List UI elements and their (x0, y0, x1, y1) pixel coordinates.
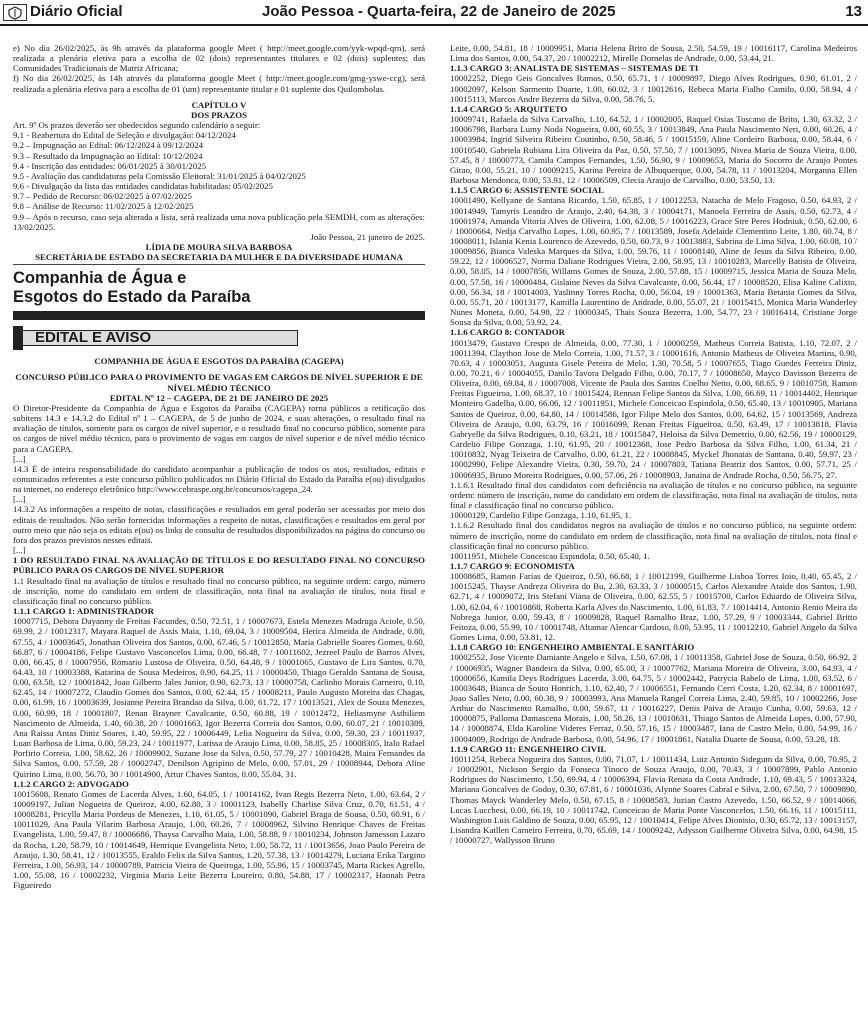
right-column (450, 43, 857, 1019)
page-number: 13 (845, 3, 862, 20)
item-1-1-6-2: 1.1.6.2 Resultado final dos candidatos negros na avaliação de títulos e no concurso público, na seguinte ordem: número de inscrição, nome do candidato em ordem de classificação, nota final na avaliação de títulos, nota final e classificação final no concurso público. (450, 520, 857, 551)
section-1-text: 1.1 Resultado final na avaliação de títulos e resultado final no concurso público, na seguinte ordem: cargo, número de inscrição, nome do candidato em ordem de classificação, nota final na avaliação de títulos, nota final e classificação final no concurso público. (13, 575, 425, 606)
ellipsis: [...] (13, 494, 26, 505)
company-banner-bar (13, 311, 425, 320)
edital-number: EDITAL Nº 12 – CAGEPA, DE 21 DE JANEIRO DE 2025 (109, 392, 329, 403)
schedule-item: 9.7 – Pedido de Recurso: 06/02/2025 à 07/02/2025 (13, 191, 192, 202)
schedule-item: 9.5 - Avaliação das candidaturas pela Comissão Eleitoral: 31/01/2025 à 04/02/2025 (13, 170, 306, 181)
cargo-9-list: 10008685, Ramon Farias de Queiroz, 0.50, 66.68, 1 / 10012199, Guilherme Lisboa Torres Ioio, 0.40, 65.45, 2 / 10015245, Thayse Andreza Oliveira do Bu, 2.30, 63.33, 3 / 10000515, Carlos Alexandre Ataide dos Santos, 1.90, 62.71, 4 / 10009072, Iris Stefani Viana de Oliveira, 0.00, 62.55, 5 / 10015700, Carlos Eduardo de Oliveira Silva, 1.00, 62.04, 6 / 10010868, Roberta Karla Alves do Nascimento, 1.00, 61.83, 7 / 10014414, Antonio Renio Meira da Nobrega Junior, 0.00, 59.43, 8 / 10009828, Raquel Ramalho Braz, 1.00, 57.29, 9 / 10003344, Gabriel Britto Feitoza, 0.00, 55.99, 10 / 10001748, Altamar Alencar Cardoso, 0.00, 53.95, 11 / 10012210, Gabriel Angelo da Silva Gomes Lima, 0.00, 53.81, 12. (450, 571, 857, 643)
item-1-1-6-2-list: 10011951, Michele Conceicao Espindola, 0.50, 65.40, 1. (450, 550, 650, 561)
cargo-10-title: 1.1.8 CARGO 10: ENGENHEIRO AMBIENTAL E SANITÁRIO (450, 642, 695, 653)
company-name-line2: Esgotos do Estado da Paraíba (13, 288, 251, 307)
cargo-2-title: 1.1.2 CARGO 2: ADVOGADO (13, 778, 129, 789)
schedule-item: 9.9 – Após o recurso, caso seja alterada a lista, será realizada uma nova publicação pela SEMDH, com as alterações: 13/02/2025. (13, 211, 425, 232)
cargo-8-list: 10013479, Gustavo Crespo de Almeida, 0.00, 77.30, 1 / 10000259, Matheus Correia Batista, 1.10, 72.07, 2 / 10011394, Claython Jose de Melo Correia, 1.00, 71.57, 3 / 10001616, Antonio Matheus de Oliveira Martins, 0.90, 70.63, 4 / 10003051, Augusta Gisele Pereira de Melo, 1.30, 70.58, 5 / 10007655, Tiago Guedes Ferreira Diniz, 0.00, 70.21, 6 / 10004055, Danilo Tavora Delgado Filho, 0.00, 70.17, 7 / 10008650, Mayco Davisson Bezerra de Oliveira, 0.00, 69.84, 8 / 10007008, Vicente de Paula dos Santos Coelho Netto, 0.00, 68.65, 9 / 10010758, Ramon Freitas Figueiroa, 1.00, 68.37, 10 / 10015424, Rennan Felipe Santos da Silva, 1.00, 66.69, 11 / 10014402, Henrique Monteiro Gadelha, 0.00, 66.06, 12 / 10011951, Michele Conceicao Espindola, 0.50, 65.40, 13 / 10010905, Mariana Santos de Queiroz, 0.00, 64.80, 14 / 10014586, Igor Filipe Melo dos Santos, 0.00, 64.62, 15 / 10013569, Andreza Oliveira de Araujo, 0.00, 63.79, 16 / 10016099, Renan Freitas Figueiroa, 0.50, 63.49, 17 / 10013818, Flavia Gabryelle da Silva Rodrigues, 0.10, 63.21, 18 / 10015847, Heloisa da Silva Demetrio, 0.00, 62.56, 19 / 10000129, Cardelio Filipe Gonzaga, 1.10, 61.95, 20 / 10012368, Jose Pedro Barbosa da Silva Filho, 1.00, 61.34, 21 / 10010832, Nyag Teixeira de Carvalho, 0.00, 61.21, 22 / 10008845, Myckel Jhonatas de Santana, 0.40, 59.97, 23 / 10002990, Felipe Alexandre Vieira, 0.30, 59.70, 24 / 10007803, Tatiana Beatriz dos Santos, 0.00, 57.71, 25 / 10006935, Bruno Moreira Rodrigues, 0.00, 57.06, 26 / 10008903, Janaina de Andrade Rocha, 0.50, 56.75, 27. (450, 337, 857, 480)
schedule-item: 9.8 – Análise de Recurso: 11/02/2025 à 12/02/2025 (13, 201, 194, 212)
item-14-3: 14.3 É de inteira responsabilidade do candidato acompanhar a publicação de todos os atos, resultados, editais e comunicados referentes a este concurso público publicados no Diário Oficial do Estado da Paraíba e(ou) divulgados na internet, no endereço eletrônico http://www.cebraspe.org.br/concursos/cagepa_24. (13, 463, 425, 495)
cargo-5-title: 1.1.4 CARGO 5: ARQUITETO (450, 103, 568, 114)
publication-title: Diário Oficial (30, 3, 123, 20)
contest-title: CONCURSO PÚBLICO PARA O PROVIMENTO DE VAGAS EM CARGOS DE NÍVEL SUPERIOR E DE NÍVEL MÉDIO TÉCNICO (15, 372, 423, 393)
company-banner (13, 269, 425, 307)
edital-box (13, 326, 425, 350)
intro-item-f: f) No dia 26/02/2025, às 14h através da plataforma google Meet ( http://meet.google.com/gmg-yswe-ccg), será realizada a plenária eletiva para a escolha de 01 (um) representante titular e 01 suplente dos Quilombolas. (13, 73, 425, 94)
cargo-6-title: 1.1.5 CARGO 6: ASSISTENTE SOCIAL (450, 185, 604, 196)
agency-name: COMPANHIA DE ÁGUA E ESGOTOS DA PARAÍBA (CAGEPA) (94, 356, 344, 367)
cargo-5-list: 10009741, Rafaela da Silva Carvalho, 1.10, 64.52, 1 / 10002005, Raquel Osias Toscano de Brito, 1.30, 63.32, 2 / 10006798, Barbara Lumy Noda Nogueira, 0.00, 60.55, 3 / 10013849, Ana Paula Nascimento Neri, 0.00, 60.26, 4 / 10003984, Ingrid Silveira Ribeiro Coutinho, 0.50, 58.46, 5 / 10015159, Aline Cordeiro Barbosa, 0.00, 58.44, 6 / 10010540, Gabriela Rubiana Lira Oliveira da Paz, 0.50, 57.50, 7 / 10013095, Nivea Maria de Souza Vieira, 0.00, 57.45, 8 / 10000773, Camila Campos Fernandes, 1.50, 56.90, 9 / 10009653, Maria do Socorro de Araujo Pontes Girao, 0.00, 55.21, 10 / 10009215, Karina Pereira de Albuquerque, 0.00, 54.78, 11 / 10013204, Morganna Ellen Barbosa Mendonca, 0.00, 53.91, 12 / 10006509, Clecia Araujo de Carvalho, 0.00, 53.50, 13. (450, 114, 857, 186)
section-1-title: 1 DO RESULTADO FINAL NA AVALIAÇÃO DE TÍTULOS E DO RESULTADO FINAL NO CONCURSO PÚBLICO PARA OS CARGOS DE NÍVEL SUPERIOR (13, 555, 425, 576)
coat-of-arms-icon (3, 4, 27, 21)
cargo-11-list: 10011254, Rebeca Nogueira dos Santos, 0.00, 71.07, 1 / 10011434, Luiz Antonio Sidegum da Silva, 0.00, 70.95, 2 / 10002901, Nickson Sergio da Fonseca Tinoco de Souza Araujo, 0.00, 70.43, 3 / 10007899, Pablo Antonio Rodrigues do Nascimento, 1.50, 69.94, 4 / 10006394, Flavia Renata da Costa Andrade, 1.10, 69.43, 5 / 10013324, Mariana Goncalves de Godoy, 0.30, 67.81, 6 / 10001036, Alynne Soares Cabral e Silva, 2.00, 67.50, 7 / 10009890, Thomas Mayck Wanderley Melo, 0.50, 67.15, 8 / 10008583, Juzian Castro Azevedo, 1.50, 66.52, 9 / 10014066, Lucas Lucchesi, 0.00, 66.19, 10 / 10011742, Conceicao de Maria Ponte Vasconcelos, 1.50, 66.16, 11 / 10015111, Washington Luis Galdino de Souza, 0.00, 65.95, 12 / 10010414, Felipe Alves Dionisio, 0.30, 65.72, 13 / 10013157, Lisandra Katllen Carneiro Ferreira, 0.70, 65.69, 14 / 10009242, Adysson Guilherme Oliveira Silva, 0.00, 64.98, 15 / 10000727, Wallysson Bruno (450, 753, 857, 846)
art-9: Art. 9º Os prazos deverão ser obedecidos segundo calendário a seguir: (13, 120, 261, 131)
chapter-title: DOS PRAZOS (191, 109, 247, 120)
edital-label: EDITAL E AVISO (22, 330, 298, 346)
cargo-3-title: 1.1.3 CARGO 3: ANALISTA DE SISTEMAS – SISTEMAS DE TI (450, 63, 699, 74)
cargo-1-title: 1.1.1 CARGO 1: ADMINISTRADOR (13, 606, 154, 617)
schedule-item: 9.6 - Divulgação da lista das entidades candidatas habilitadas: 05/02/2025 (13, 181, 273, 192)
signer-name: LÍDIA DE MOURA SILVA BARBOSA (145, 241, 293, 252)
cargo-6-list: 10001490, Kellyane de Santana Ricardo, 1.50, 65.85, 1 / 10012253, Natacha de Melo Fragoso, 0.50, 64.93, 2 / 10014949, Tamyris Leandro de Araujo, 2.40, 64.38, 3 / 10004171, Manoela Ferreira de Assis, 0.50, 62.73, 4 / 10001974, Amanda Vitoria Alves de Oliveira, 1.00, 62.08, 5 / 10016223, Grace Stre Peres Hodniuk, 0.50, 62.00, 6 / 10000664, Nedja Carvalho Lopes, 1.00, 60.95, 7 / 10013589, Josefa Adelaide Clementino Leite, 1.80, 60.74, 8 / 10008011, Islania Kenia Lourenco de Azevedo, 0.50, 60.73, 9 / 10013883, Sabrina de Lima Silva, 1.00, 60.08, 10 / 10009856, Bianca Valeska Marques da Silva, 1.00, 59.76, 11 / 10008140, Aline de Jesus da Silva Ribeiro, 0.00, 59.22, 12 / 10006527, Norma Daliane Rodrigues Vieira, 2.00, 58.95, 13 / 10010283, Marcelly Batista de Oliveira, 0.00, 58.05, 14 / 10007856, Willams Gomes de Souza, 2.00, 57.88, 15 / 10009715, Jessica Maria de Souza Melo, 0.00, 57.58, 16 / 10000484, Gislaine Neves da Silva Cavalcante, 0.00, 56.44, 17 / 10008520, Elisa Kaline Calixto, 0.00, 56.34, 18 / 10014003, Yaslinny Torres Rocha, 0.00, 56.04, 19 / 10001363, Maria Betania Gomes da Silva, 0.00, 55.71, 20 / 10013177, Kamilla Laurentino de Andrade, 0.00, 55.07, 21 / 10015415, Monica Maria Wanderley Nunes Moneta, 0.00, 54.98, 22 / 10000345, Thais Souza Bezerra, 1.00, 54.77, 23 / 10016414, Cristiane Jorge Sousa da Silva, 0.00, 53.92, 24. (450, 195, 857, 328)
ellipsis: [...] (13, 453, 26, 464)
intro-item-e: e) No dia 26/02/2025, às 9h através da plataforma google Meet ( http://meet.google.com/yyk-wpqd-qrn), será realizada a plenária eletiva para a escolha de 02 (dois) representantes titulares e 02 (dois) suplentes; das Comunidades Tradicionais de Matriz Africana; (13, 43, 425, 74)
schedule-item: 9.2 – Impugnação ao Edital: 06/12/2024 à 09/12/2024 (13, 140, 204, 151)
cargo-8-title: 1.1.6 CARGO 8: CONTADOR (450, 327, 565, 338)
left-column (13, 43, 425, 1019)
cargo-3-list: 10002252, Diego Geis Goncalves Ramos, 0.50, 65.71, 1 / 10009897, Diego Alves Rodrigues, 0.90, 61.01, 2 / 10002097, Kelson Sarmento Duarte, 1.00, 60.02, 3 / 10012616, Rebeca Maria Fialho Camilo, 0.00, 58.94, 4 / 10015113, Marcos Andre Bezerra da Silva, 0.00, 58.76, 5. (450, 73, 857, 104)
schedule-item: 9.1 - Reabertura do Edital de Seleção e divulgação: 04/12/2024 (13, 130, 236, 141)
publication-date-line: João Pessoa - Quarta-feira, 22 de Janeiro de 2025 (262, 3, 616, 20)
masthead (0, 0, 868, 26)
cargo-2-list-continued: Leite, 0.00, 54.81, 18 / 10009951, Maria Helena Brito de Sousa, 2.50, 54.59, 19 / 10016117, Carolina Medeiros Lima dos Santos, 0.00, 54.37, 20 / 10002212, Mirelle Dornelas de Andrade, 0.00, 53.44, 21. (450, 43, 857, 64)
cargo-10-list: 10002552, Jose Vicente Damiante Angelo e Silva, 1.50, 67.08, 1 / 10011358, Gabriel Jose de Souza, 0.50, 66.92, 2 / 10006935, Wagner Bandeira da Silva, 0.00, 65.00, 3 / 10007762, Mariana Moreira de Oliveira, 3.00, 64.93, 4 / 10000656, Kamila Deys Rodrigues Lacerda, 3.00, 64.75, 5 / 10002442, Patrycia Rabelo de Lima, 1.00, 63.52, 6 / 10003648, Bianca de Souto Honrich, 1.10, 62.40, 7 / 10006551, Fernando Cerri Costa, 1.20, 62.34, 8 / 10001697, Joao Salles Neto, 0.00, 60.38, 9 / 10003993, Ana Manuela Rangel Correia Lima, 2.40, 59.85, 10 / 10002266, Jose Arthur do Nascimento Ramalho, 0.00, 59.67, 11 / 10016227, Denis Paiva de Araujo Cunha, 0.00, 59.63, 12 / 10000875, Palloma Damascena Morais, 1.00, 58.26, 13 / 10010631, Thiago Santos de Almeida Lopes, 0.00, 57.90, 14 / 10008874, Elda Karoline Videres Ferraz, 0.50, 57.16, 15 / 10003487, Iana de Castro Melo, 0.00, 54.99, 16 / 10004009, Rodrigo de Andrade Barbosa, 0.00, 54.96, 17 / 10001861, Natalia Duarte de Sousa, 0.00, 53.28, 18. (450, 652, 857, 744)
divider (13, 264, 425, 265)
schedule-item: 9.4 - Inscrição das entidades: 06/01/2025 à 30/01/2025 (13, 160, 207, 171)
cargo-1-list: 10007715, Debora Dayanny de Freitas Facundes, 0.50, 72.51, 1 / 10007673, Estela Menezes Madruga Aciole, 0.50, 69.99, 2 / 10012317, Mayara Raquel de Assis Maia, 1.10, 69.04, 3 / 10009504, Herica Almeida de Andrade, 0.80, 67.55, 4 / 10003645, Jonathan Oliveira dos Santos, 0.00, 67.46, 5 / 10012850, Maria Gabrielle Soares Gomes, 0.60, 66.87, 6 / 10004186, Felipe Gustavo Vasconcelos Lima, 0.00, 66.48, 7 / 10011602, Jezreel Paulo de Barros Alves, 0.00, 66.45, 8 / 10007956, Romario Lustosa de Oliveira, 0.50, 64.48, 9 / 10001065, Gustavo de Lira Santos, 0.70, 64.43, 10 / 10003388, Katarina de Sousa Medeiros, 0.90, 64.25, 11 / 10000450, Thiago Geraldo Santana de Sousa, 0.00, 63.58, 12 / 10001842, Joao Gilberto Jales Junior, 0.90, 62.73, 13 / 10000758, Carlinho Morais Carneiro, 0.10, 62.45, 14 / 10007272, Claudio Gomes dos Santos, 0.00, 62.44, 15 / 10008211, Paulo Augusto Moreira das Chagas, 0.00, 61.99, 16 / 10003639, Josianne Pereira Brandao da Silva, 0.00, 61.72, 17 / 10013521, Alex de Souza Menezes, 0.00, 60.99, 18 / 10001807, Renan Brayner Cavalcante, 0.50, 60.88, 19 / 10012472, Heliasmyne Asthiliem Nascimento de Almeida, 1.40, 60.38, 20 / 10001663, Igor Bezerra Correia dos Santos, 0.00, 60.07, 21 / 10010389, Ana Raissa Antas Diniz Soares, 1.40, 59.95, 22 / 10006449, Lelia Nogueira da Silva, 0.00, 59.30, 23 / 10011937, Luan Barbosa de Lima, 0.00, 59.23, 24 / 10011977, Larissa de Araujo Lima, 0.00, 58.85, 25 / 10008305, Italo Rafael Porfirio Correia, 1.00, 58.62, 26 / 10009902, Suzane Jose da Silva, 0.50, 57.79, 27 / 10010428, Maira Fernandes da Silva Santos, 0.00, 57.59, 28 / 10002747, Denilson Agripino de Melo, 0.00, 57.01, 29 / 10008944, Debora Aline Quirino Lima, 0.00, 56.70, 30 / 10014900, Artur Chaves Santos, 0.00, 55.04, 31. (13, 616, 425, 779)
cargo-11-title: 1.1.9 CARGO 11: ENGENHEIRO CIVIL (450, 743, 607, 754)
body-intro: O Diretor-Presidente da Companhia de Água e Esgotos da Paraíba (CAGEPA) torna públicos a retificação dos subitens 14.3 e 14.3.2 do Edital nº 1 – CAGEPA, de 5 de junho de 2024, e suas alterações, o resultado final na avaliação de títulos, somente para os cargos de nível superior, e o resultado final no concurso público, somente para os cargos de nível médio técnico, para o provimento de vagas em cargos de nível superior e de nível médio técnico para a CAGEPA. (13, 402, 425, 454)
date-line: João Pessoa, 21 janeiro de 2025. (310, 231, 425, 242)
ellipsis: [...] (13, 545, 26, 556)
signer-role: SECRETÁRIA DE ESTADO DA SECRETARIA DA MULHER E DA DIVERSIDADE HUMANA (35, 252, 403, 263)
company-name-line1: Companhia de Água e (13, 269, 187, 288)
cargo-9-title: 1.1.7 CARGO 9: ECONOMISTA (450, 560, 575, 571)
cargo-2-list: 10015608, Renato Gomes de Lacerda Alves, 1.60, 64.05, 1 / 10014162, Ivan Regis Bezerra Neto, 1.00, 63.64, 2 / 10009197, Julian Nogueira de Queiroz, 4.00, 62.80, 3 / 10001123, Isabelly Charlise Silva Cruz, 0.70, 61.51, 4 / 10008281, Pricylla Maria Pordeus de Menezes, 1.10, 61.05, 5 / 10001090, Gabriel Braga de Sousa, 0.50, 60.91, 6 / 10011029, Ana Paula Vilarim Barbosa Araujo, 1.00, 60.26, 7 / 10008962, Silvino Henrique Chaves de Freitas Evangelista, 1.00, 59.47, 8 / 10006686, Thaysa Carvalho Maia, 1.00, 58.88, 9 / 10010234, Johnson Jamesson Lazaro da Rocha, 1.20, 58.79, 10 / 10014649, Henrique Evangelista Neto, 1.00, 58.72, 11 / 10013656, Joao Paulo Pereira de Araujo, 1.30, 58.41, 12 / 10013555, Eraldo Felix da Silva Santos, 1.20, 57.38, 13 / 10014279, Luciana Erika Targino Ferreira, 1.00, 56.93, 14 / 10000789, Patricia Vieira de Queiroga, 1.00, 55.96, 15 / 10003745, Marta Rickes Agrello, 1.00, 55.08, 16 / 10002232, Virginia Maria Leite Bezerra Loureiro, 0.80, 54.88, 17 / 10002317, Hannah Petra Figueiredo (13, 788, 425, 891)
chapter-heading: CAPÍTULO V (191, 99, 247, 110)
item-1-1-6-1-list: 10000129, Cardelio Filipe Gonzaga, 1.10, 61.95, 1. (450, 510, 632, 521)
item-1-1-6-1: 1.1.6.1 Resultado final dos candidatos com deficiência na avaliação de títulos e no concurso público, na seguinte ordem: número de inscrição, nome do candidato em ordem de classificação, nota final na avaliação de títulos, nota final e classificação final no concurso público. (450, 479, 857, 511)
schedule-item: 9.3 – Resultado da Impugnação ao Edital: 10/12/2024 (13, 150, 203, 161)
item-14-3-2: 14.3.2 As informações a respeito de notas, classificações e resultados em geral poderão ser acessadas por meio dos editais de resultados. Não serão fornecidas informações a respeito de notas, classificações e resultados em geral por outro meio que não seja os editais e(ou) os links de consulta de resultados disponibilizados na página do concurso ou fora dos prazos previstos nesses editais. (13, 504, 425, 545)
